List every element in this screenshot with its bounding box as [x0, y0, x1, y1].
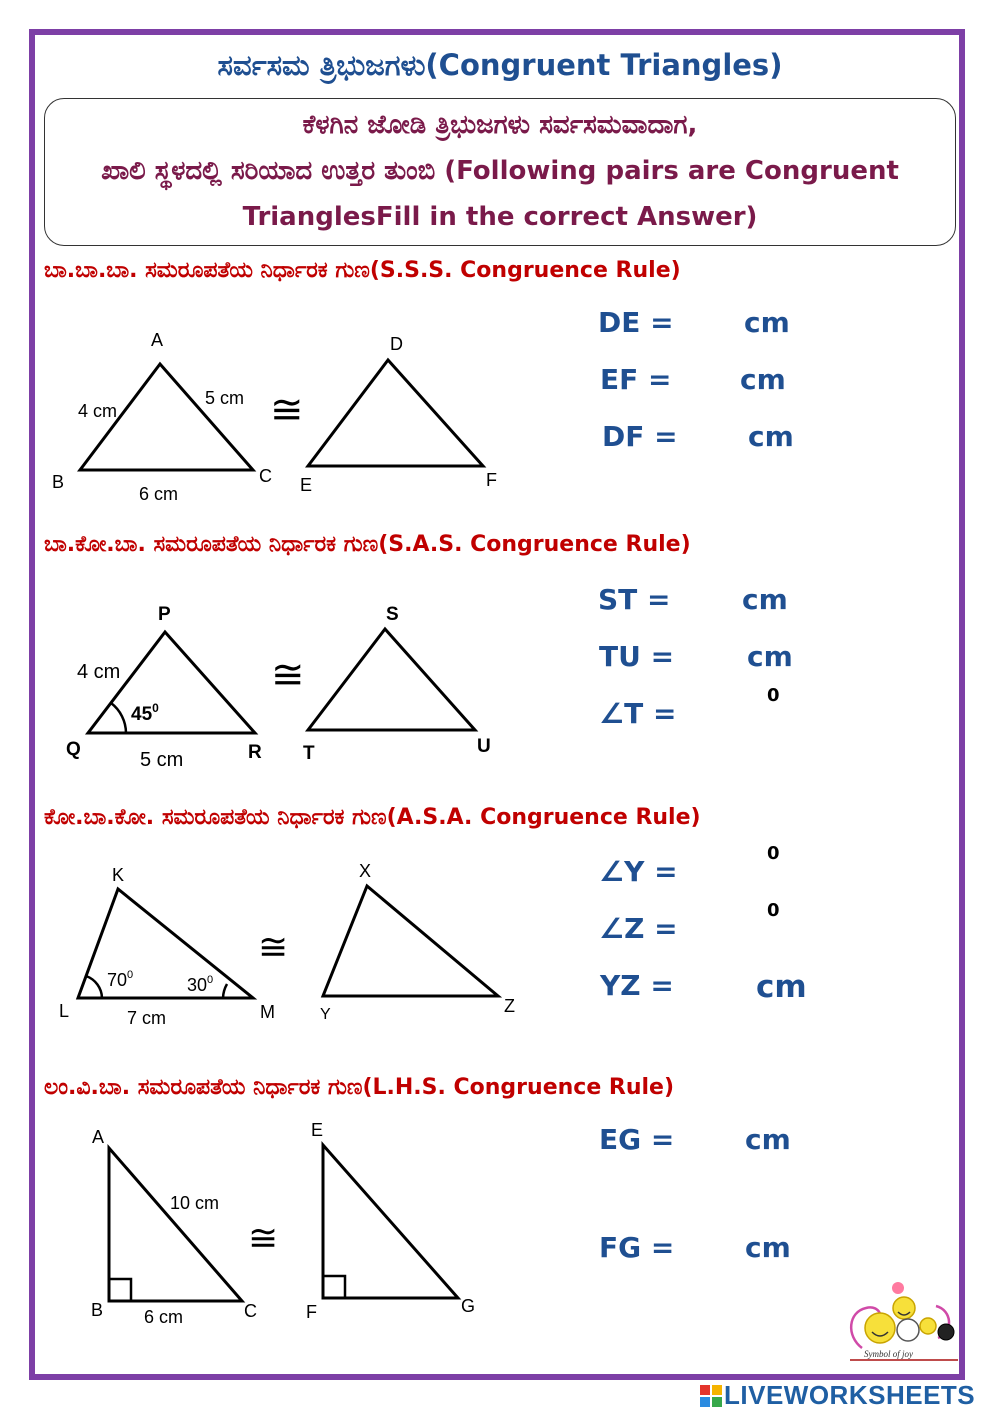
- side-ab-label: 4 cm: [78, 401, 118, 421]
- vertex-z: Z: [504, 996, 515, 1016]
- answer-eg: EG = cm: [599, 1123, 791, 1156]
- congruent-symbol: ≅: [271, 653, 305, 697]
- symbol-of-joy-logo: [842, 1278, 964, 1368]
- asa-figure: [40, 860, 560, 1040]
- angle-m-arc: [223, 984, 227, 998]
- answer-tu: TU = cm: [599, 640, 793, 673]
- page-title: ಸರ್ವಸಮ ತ್ರಿಭುಜಗಳು(Congruent Triangles): [217, 48, 783, 82]
- side-pq-label: 4 cm: [77, 661, 121, 683]
- vertex-c: C: [259, 466, 272, 486]
- vertex-s: S: [386, 604, 399, 625]
- vertex-u: U: [477, 736, 491, 757]
- lhs-figure: [40, 1120, 560, 1335]
- congruent-symbol: ≅: [270, 388, 304, 432]
- rule-heading-asa: ಕೋ.ಬಾ.ಕೋ. ಸಮರೂಪತೆಯ ನಿರ್ಧಾರಕ ಗುಣ(A.S.A. Congruence Rule): [44, 805, 701, 830]
- angle-m-label: $30^0$: [187, 974, 214, 995]
- vertex-e: E: [300, 475, 313, 495]
- triangle-stu: [308, 629, 475, 730]
- instruction-line-1: ಕೆಳಗಿನ ಜೋಡಿ ತ್ರಿಭುಜಗಳು ಸರ್ವಸಮವಾದಾಗ,: [302, 110, 698, 140]
- liveworksheets-brand[interactable]: LIVEWORKSHEETS: [700, 1380, 975, 1410]
- vertex-b: B: [52, 472, 65, 492]
- right-angle-f-mark: [323, 1276, 345, 1298]
- vertex-a: A: [151, 330, 164, 350]
- vertex-k: K: [112, 865, 125, 885]
- angle-q-label: $45^0$: [131, 701, 159, 725]
- congruent-symbol: ≅: [248, 1217, 279, 1258]
- vertex-a: A: [92, 1127, 105, 1147]
- vertex-b: B: [91, 1300, 104, 1320]
- sas-figure: [40, 592, 560, 782]
- side-qr-label: 5 cm: [140, 749, 184, 771]
- answer-angle-y: ∠Y = 0: [599, 843, 780, 888]
- side-bc-label: 6 cm: [139, 484, 179, 504]
- vertex-e: E: [311, 1120, 324, 1140]
- angle-q-arc: [111, 703, 126, 733]
- vertex-p: P: [158, 604, 171, 625]
- side-bc-label: 6 cm: [144, 1307, 184, 1327]
- vertex-f: F: [486, 470, 497, 490]
- vertex-m: M: [260, 1002, 275, 1022]
- vertex-d: D: [390, 334, 403, 354]
- vertex-f: F: [306, 1302, 317, 1322]
- side-ac-label: 10 cm: [170, 1193, 220, 1213]
- answer-yz: YZ = cm: [600, 969, 807, 1005]
- sss-figure: [40, 320, 560, 510]
- answer-df: DF = cm: [602, 420, 794, 453]
- side-lm-label: 7 cm: [127, 1008, 167, 1028]
- instruction-box: [44, 98, 956, 246]
- svg-text:Symbol of joy: Symbol of joy: [864, 1349, 913, 1359]
- instruction-line-2: ಖಾಲಿ ಸ್ಥಳದಲ್ಲಿ ಸರಿಯಾದ ಉತ್ತರ ತುಂಬಿ (Following pairs are Congruent TrianglesFill in the correct Answer): [101, 156, 899, 232]
- vertex-r: R: [248, 742, 262, 763]
- triangle-xyz: [323, 886, 498, 996]
- answer-angle-t: ∠T = 0: [599, 685, 780, 730]
- triangle-klm: [78, 889, 253, 998]
- angle-l-arc: [86, 976, 102, 998]
- vertex-t: T: [303, 743, 315, 764]
- rule-heading-lhs: ಲಂ.ವಿ.ಬಾ. ಸಮರೂಪತೆಯ ನಿರ್ಧಾರಕ ಗುಣ(L.H.S. Congruence Rule): [44, 1075, 675, 1100]
- vertex-l: L: [59, 1001, 70, 1021]
- side-ac-label: 5 cm: [205, 388, 245, 408]
- angle-l-label: $70^0$: [107, 969, 134, 990]
- vertex-g: G: [461, 1296, 476, 1316]
- triangle-def: [308, 360, 483, 466]
- answer-st: ST = cm: [598, 583, 788, 616]
- rule-heading-sss: ಬಾ.ಬಾ.ಬಾ. ಸಮರೂಪತೆಯ ನಿರ್ಧಾರಕ ಗುಣ(S.S.S. Congruence Rule): [44, 258, 681, 283]
- vertex-q: Q: [66, 739, 81, 760]
- right-angle-b-mark: [109, 1279, 131, 1301]
- vertex-c: C: [244, 1301, 257, 1321]
- answer-ef: EF = cm: [600, 363, 786, 396]
- congruent-symbol: ≅: [258, 926, 289, 967]
- vertex-x: X: [359, 861, 372, 881]
- answer-angle-z: ∠Z = 0: [599, 900, 780, 945]
- liveworksheets-logo-icon: [700, 1385, 722, 1407]
- answer-de: DE = cm: [598, 306, 790, 339]
- answer-fg: FG = cm: [599, 1231, 791, 1264]
- vertex-y: Y: [320, 1006, 331, 1023]
- rule-heading-sas: ಬಾ.ಕೋ.ಬಾ. ಸಮರೂಪತೆಯ ನಿರ್ಧಾರಕ ಗುಣ(S.A.S. Congruence Rule): [44, 532, 691, 557]
